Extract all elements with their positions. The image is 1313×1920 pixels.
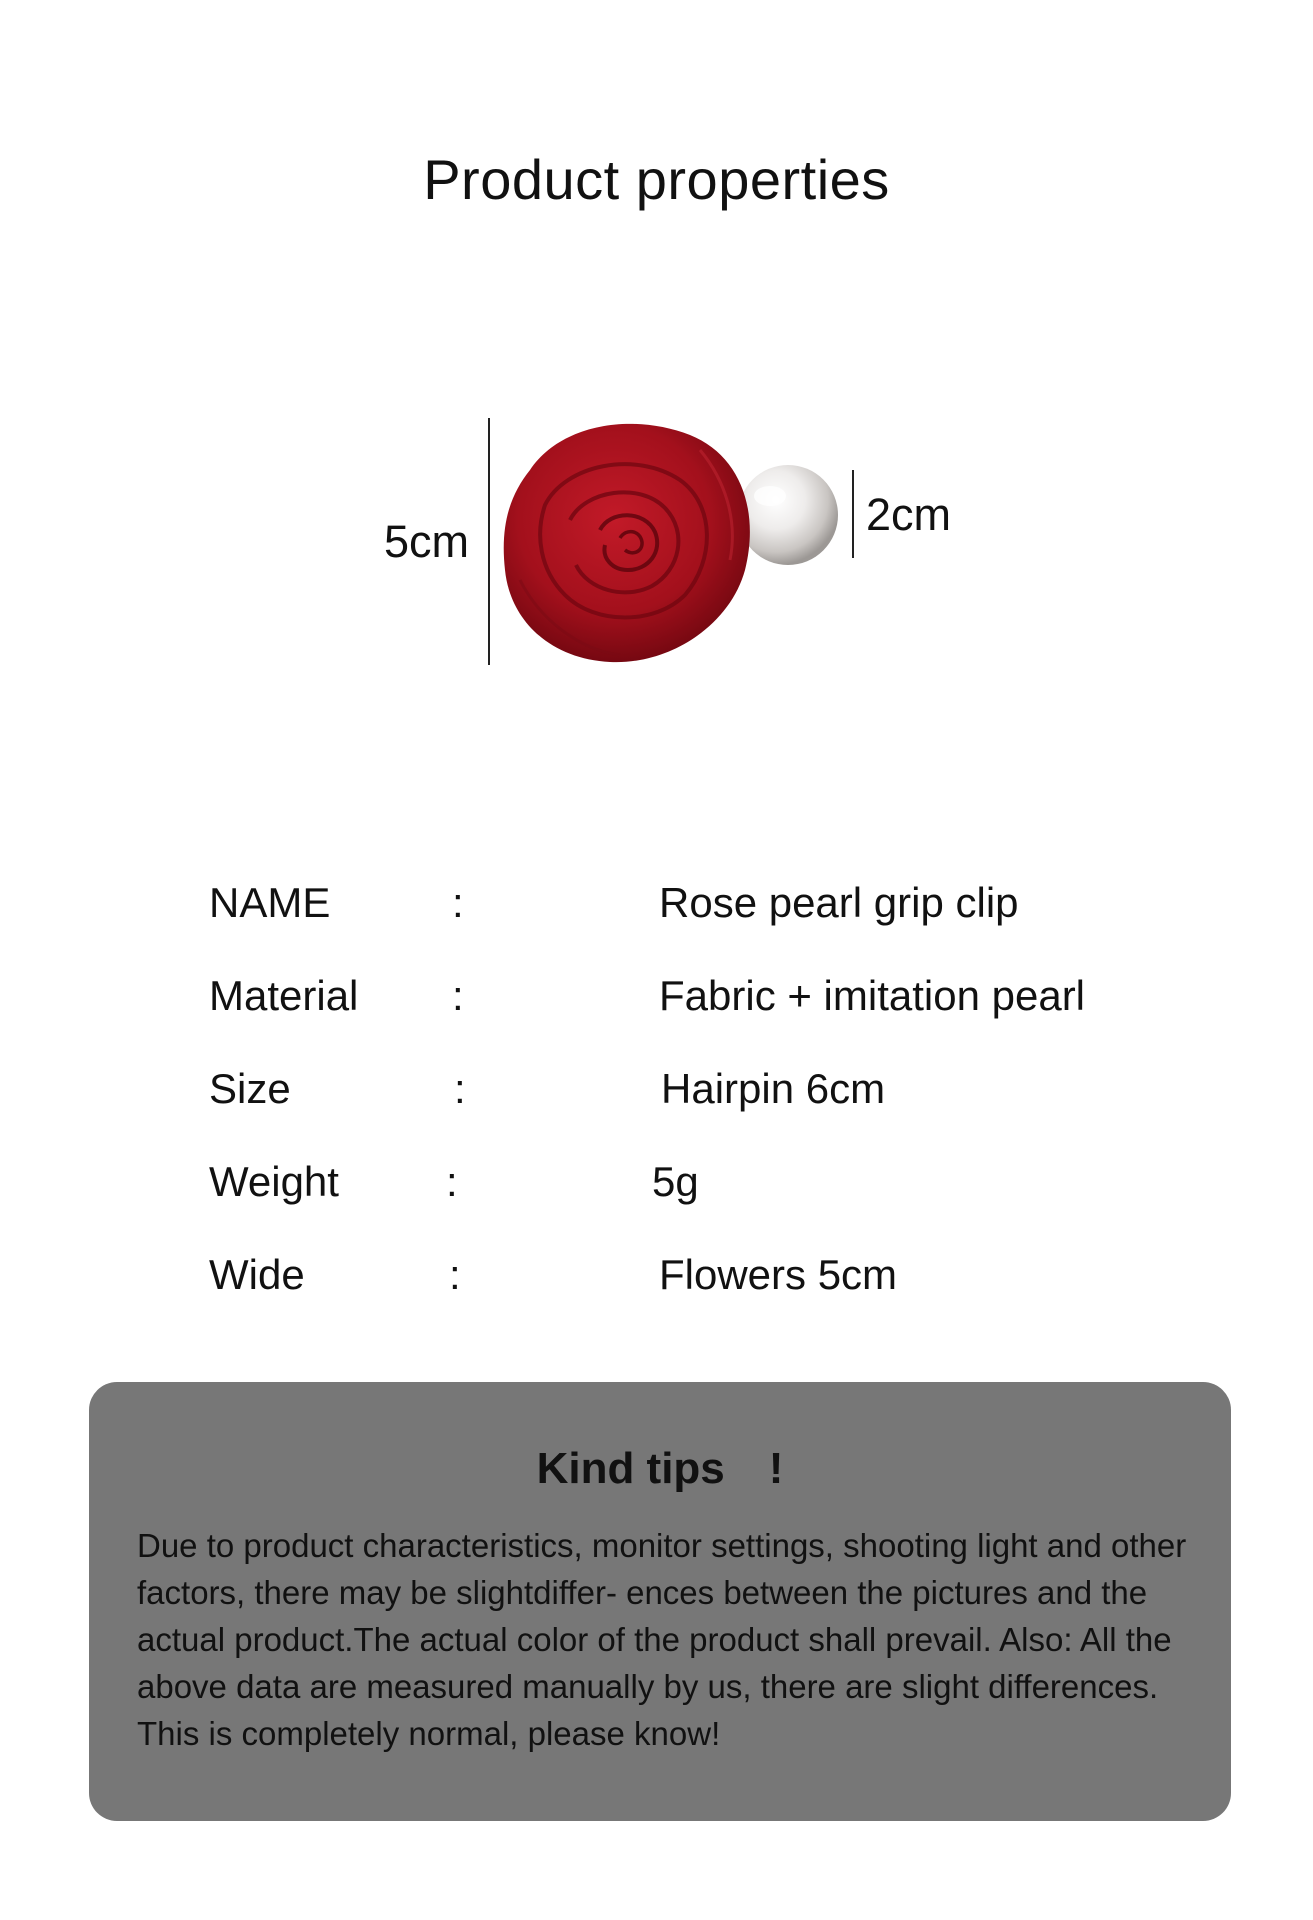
property-row-name xyxy=(209,873,1209,966)
property-colon: : xyxy=(454,1065,466,1112)
property-colon: : xyxy=(449,1251,461,1298)
property-colon: : xyxy=(452,972,464,1019)
property-label: Weight xyxy=(209,1158,339,1205)
property-value: Flowers 5cm xyxy=(659,1251,898,1298)
properties-list xyxy=(209,873,1209,1338)
kind-tips-box xyxy=(89,1382,1231,1821)
kind-tips-body: Due to product characteristics, monitor settings, shooting light and other factors, there may be slightdiffer- ences between the pictures and the actual product.The actual color of the product shall prevail. Also: All the above data are measured manually by us, there are slight differences. This is completely normal, please know! xyxy=(137,1527,1187,1752)
property-value: 5g xyxy=(652,1158,699,1205)
property-row-material xyxy=(209,966,1209,1059)
kind-tips-title: Kind tips ! xyxy=(536,1444,784,1493)
property-value: Fabric + imitation pearl xyxy=(659,972,1086,1019)
property-colon: : xyxy=(452,879,464,926)
property-row-weight xyxy=(209,1152,1209,1245)
property-label: Size xyxy=(209,1065,291,1112)
product-image xyxy=(370,410,970,710)
page-title: Product properties xyxy=(423,148,890,211)
height-dimension-label: 5cm xyxy=(384,516,470,567)
property-label: Wide xyxy=(209,1251,305,1298)
property-value: Hairpin 6cm xyxy=(661,1065,886,1112)
property-value: Rose pearl grip clip xyxy=(659,879,1019,926)
property-label: NAME xyxy=(209,879,331,926)
rose-pearl-clip-illustration xyxy=(370,410,970,710)
rose-icon xyxy=(504,424,750,662)
pearl-icon xyxy=(738,465,838,565)
property-row-size xyxy=(209,1059,1209,1152)
pearl-dimension-label: 2cm xyxy=(866,489,952,540)
property-colon: : xyxy=(446,1158,458,1205)
property-row-wide xyxy=(209,1245,1209,1338)
property-label: Material xyxy=(209,972,359,1019)
